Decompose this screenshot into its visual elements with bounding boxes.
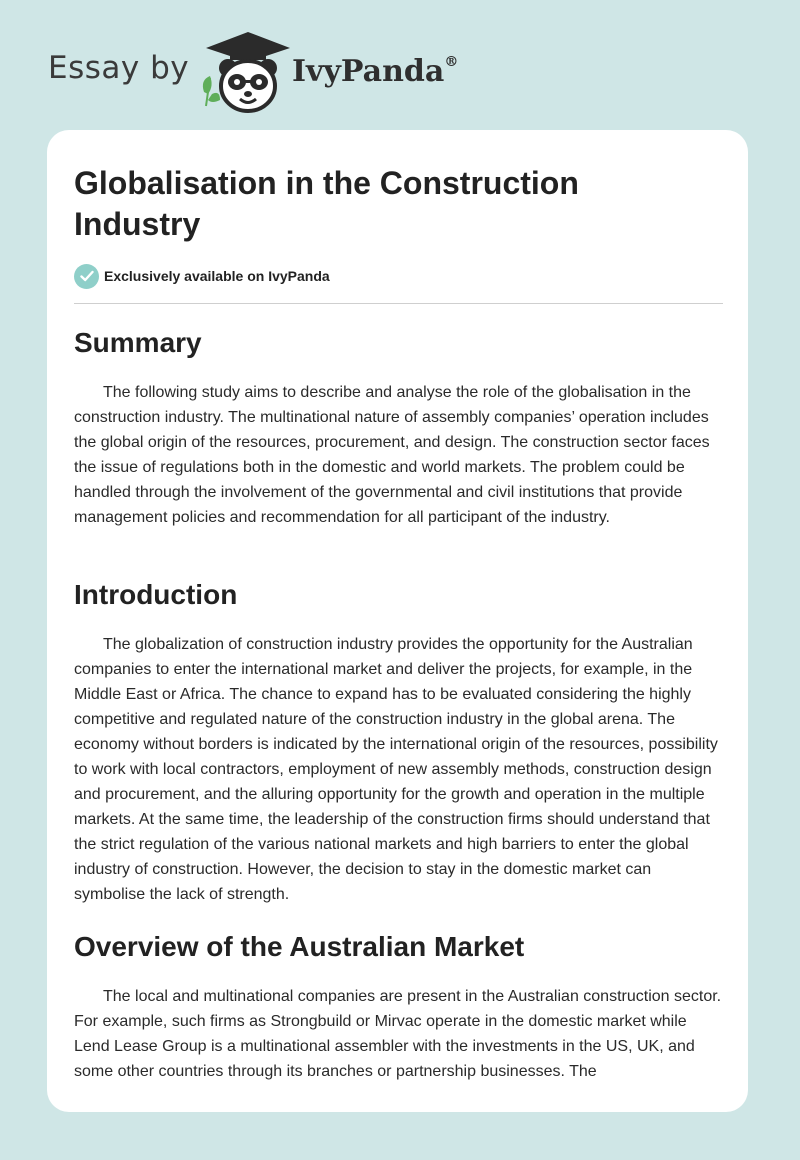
brand-name-text: IvyPanda: [292, 54, 445, 89]
section-heading: Summary: [74, 327, 202, 358]
check-icon: [74, 264, 99, 289]
article-card: [47, 130, 748, 1112]
article-title: Globalisation in the Construction Industry: [74, 165, 579, 242]
panda-logo-icon[interactable]: [200, 30, 296, 114]
section-paragraph: The local and multinational companies are present in the Australian construction sector. For example, such firms as Strongbuild or Mirvac operate in the domestic market while Lend Lease Group is a multinational assembler with the investments in the US, UK, and some other countries through its branches or partnership businesses. The: [74, 988, 722, 1080]
registered-mark: ®: [444, 54, 459, 70]
exclusive-badge: [74, 263, 330, 289]
section-heading: Overview of the Australian Market: [74, 931, 525, 962]
site-header: [48, 28, 508, 118]
section-australian-market: [74, 930, 724, 1084]
section-summary: [74, 326, 724, 530]
section-paragraph: The following study aims to describe and analyse the role of the globalisation in the construction industry. The multinational nature of assembly companies’ operation includes the global origin of the resources, procurement, and design. The construction sector faces the issue of regulations both in the domestic and world markets. The problem could be handled through the involvement of the governmental and civil institutions that provide management policies and recommendation for all participant of the industry.: [74, 384, 710, 526]
section-paragraph: The globalization of construction industry provides the opportunity for the Australian companies to enter the international market and deliver the projects, for example, in the Middle East or Africa. The chance to expand has to be evaluated considering the highly competitive and regulated nature of the construction industry in the global arena. The economy without borders is indicated by the international origin of the resources, possibility to work with local contractors, employment of new assembly methods, construction design and procurement, and the alluring opportunity for the growth and operation in the multiple markets. At the same time, the leadership of the construction firms should understand that the strict regulation of the various national markets and high barriers to enter the global industry of construction. However, the decision to stay in the domestic market can symbolise the lack of strength.: [74, 636, 718, 903]
section-introduction: [74, 578, 724, 907]
brand-name[interactable]: [292, 54, 458, 89]
title-divider: [74, 303, 723, 304]
exclusive-label: Exclusively available on IvyPanda: [104, 268, 330, 284]
section-heading: Introduction: [74, 579, 238, 610]
essay-by-label: Essay by: [48, 50, 190, 86]
